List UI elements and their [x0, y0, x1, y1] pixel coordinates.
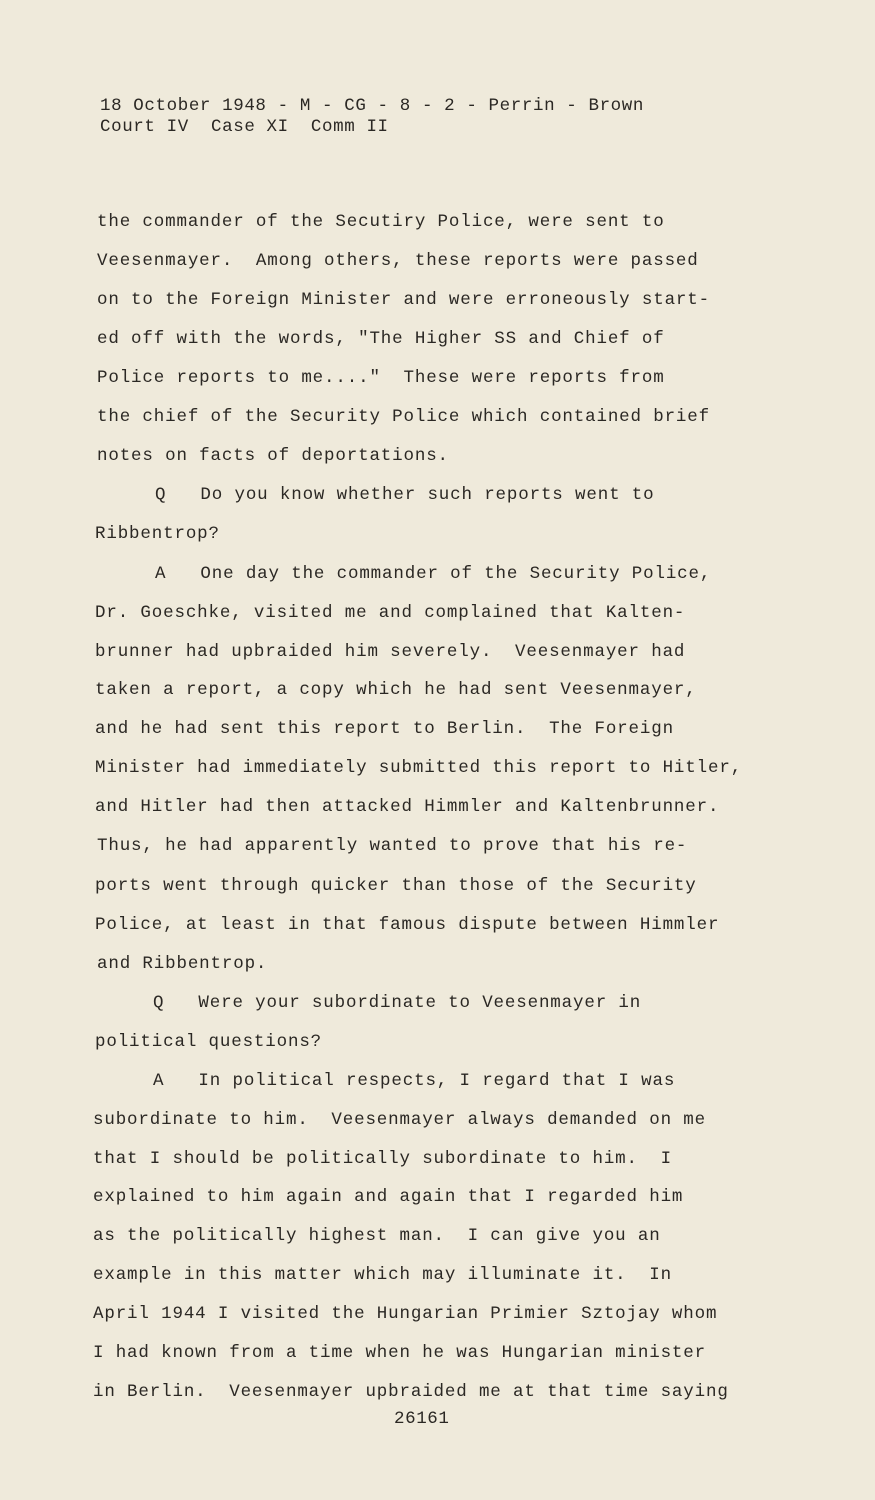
transcript-line: the chief of the Security Police which contained brief — [97, 407, 710, 427]
transcript-line: ed off with the words, "The Higher SS and Chief of — [97, 329, 665, 349]
transcript-line: A One day the commander of the Security Police, — [155, 564, 712, 584]
transcript-line: ports went through quicker than those of the Security — [95, 876, 697, 896]
transcript-line: and he had sent this report to Berlin. The Foreign — [95, 719, 674, 739]
transcript-line: A In political respects, I regard that I was — [153, 1071, 676, 1091]
transcript-line: explained to him again and again that I regarded him — [93, 1187, 684, 1207]
header-line-court: Court IV Case XI Comm II — [100, 117, 389, 137]
transcript-line: the commander of the Secutiry Police, were sent to — [97, 212, 665, 232]
page-number: 26161 — [394, 1409, 450, 1429]
transcript-line: Police reports to me...." These were reports from — [97, 368, 665, 388]
transcript-line: Police, at least in that famous dispute between Himmler — [95, 915, 720, 935]
transcript-line: example in this matter which may illuminate it. In — [93, 1265, 672, 1285]
transcript-line: Ribbentrop? — [95, 524, 220, 544]
transcript-line: Veesenmayer. Among others, these reports were passed — [97, 251, 699, 271]
transcript-line: taken a report, a copy which he had sent Veesenmayer, — [95, 680, 697, 700]
transcript-line: that I should be politically subordinate to him. I — [93, 1149, 672, 1169]
transcript-line: and Ribbentrop. — [97, 954, 268, 974]
transcript-line: Dr. Goeschke, visited me and complained that Kalten- — [95, 603, 686, 623]
transcript-line: and Hitler had then attacked Himmler and Kaltenbrunner. — [95, 797, 720, 817]
transcript-line: as the politically highest man. I can give you an — [93, 1226, 661, 1246]
transcript-line: April 1944 I visited the Hungarian Primier Sztojay whom — [93, 1304, 718, 1324]
transcript-line: Minister had immediately submitted this report to Hitler, — [95, 758, 743, 778]
transcript-line: political questions? — [95, 1032, 323, 1052]
transcript-line: in Berlin. Veesenmayer upbraided me at that time saying — [93, 1382, 729, 1402]
transcript-line: Thus, he had apparently wanted to prove that his re- — [97, 836, 688, 856]
transcript-line: brunner had upbraided him severely. Veesenmayer had — [95, 642, 686, 662]
transcript-line: notes on facts of deportations. — [97, 446, 449, 466]
transcript-line: Q Were your subordinate to Veesenmayer in — [153, 993, 642, 1013]
transcript-line: subordinate to him. Veesenmayer always demanded on me — [93, 1110, 706, 1130]
transcript-line: on to the Foreign Minister and were erroneously start- — [97, 290, 710, 310]
transcript-line: I had known from a time when he was Hungarian minister — [93, 1343, 706, 1363]
header-line-date: 18 October 1948 - M - CG - 8 - 2 - Perrin - Brown — [100, 96, 644, 116]
page-header — [100, 96, 644, 138]
transcript-line: Q Do you know whether such reports went to — [155, 485, 655, 505]
